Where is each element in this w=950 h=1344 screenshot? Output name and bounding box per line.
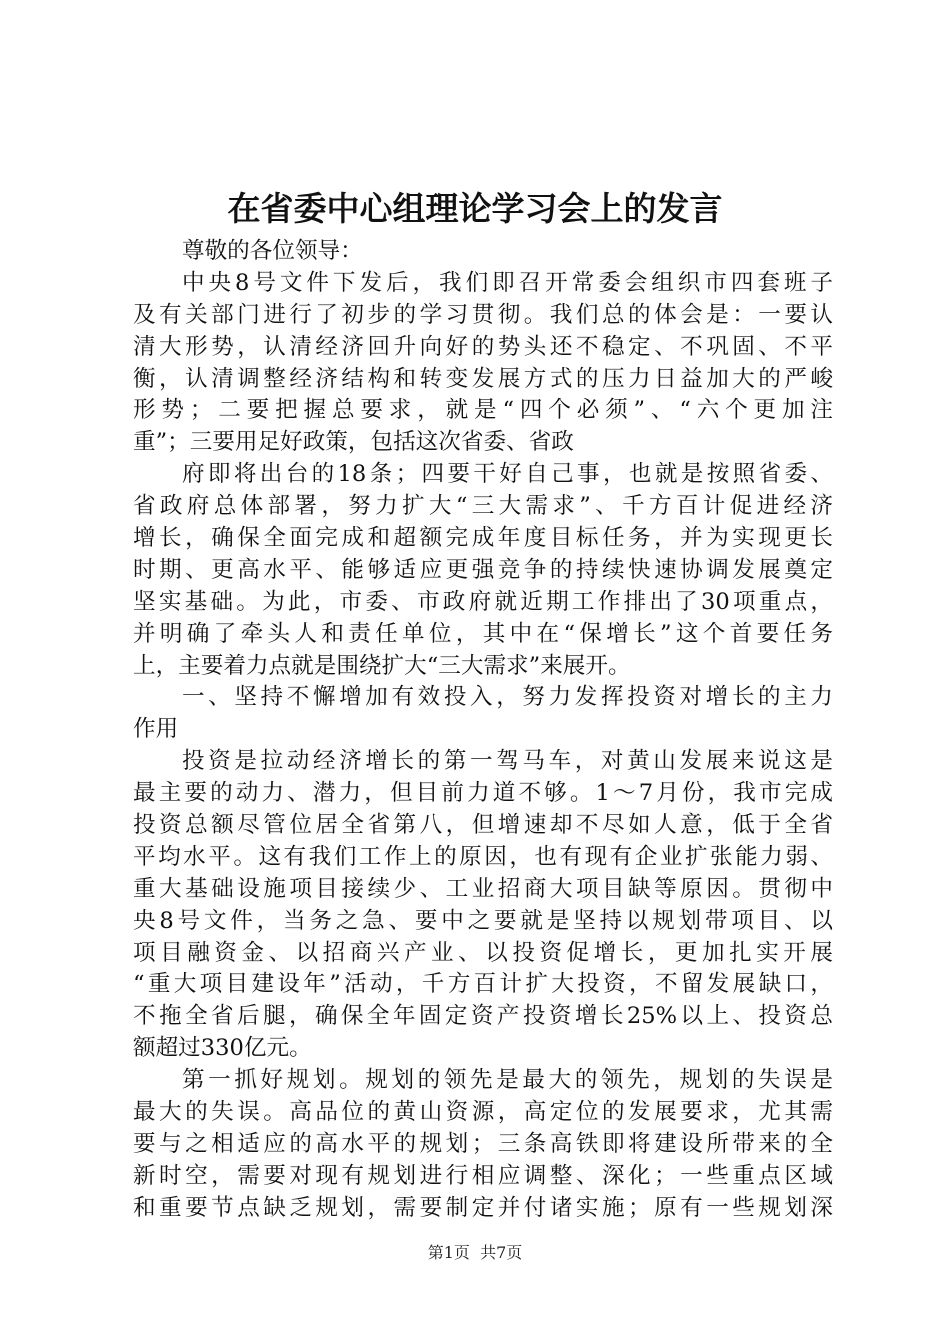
document-title: 在省委中心组理论学习会上的发言 (227, 189, 723, 228)
page-footer (0, 1243, 950, 1263)
text-line: 并明确了牵头人和责任单位，其中在“保增长”这个首要任务 (133, 620, 833, 647)
text-line: 项目融资金、以招商兴产业、以投资促增长，更加扎实开展 (133, 939, 833, 966)
text-line: 上，主要着力点就是围绕扩大“三大需求”来展开。 (133, 652, 631, 679)
text-line: 重大基础设施项目接续少、工业招商大项目缺等原因。贯彻中 (133, 875, 833, 902)
text-line: 中央8号文件下发后，我们即召开常委会组织市四套班子 (182, 269, 833, 296)
text-line: 一、坚持不懈增加有效投入，努力发挥投资对增长的主力 (182, 684, 833, 711)
text-line: 及有关部门进行了初步的学习贯彻。我们总的体会是：一要认 (133, 301, 833, 328)
text-line: 清大形势，认清经济回升向好的势头还不稳定、不巩固、不平 (133, 333, 833, 360)
text-line: 额超过330亿元。 (133, 1035, 312, 1062)
text-line: 要与之相适应的高水平的规划；三条高铁即将建设所带来的全 (133, 1130, 833, 1157)
page-number-label: 第1页 共7页 (427, 1243, 523, 1262)
text-line: 投资是拉动经济增长的第一驾马车，对黄山发展来说这是 (182, 748, 833, 775)
text-line: 作用 (133, 716, 179, 743)
text-line: 央8号文件，当务之急、要中之要就是坚持以规划带项目、以 (133, 907, 833, 934)
text-line: 府即将出台的18条；四要干好自己事，也就是按照省委、 (182, 461, 833, 488)
text-line: 第一抓好规划。规划的领先是最大的领先，规划的失误是 (182, 1067, 833, 1094)
text-line: 省政府总体部署，努力扩大“三大需求”、千方百计促进经济 (133, 493, 833, 520)
text-line: 最大的失误。高品位的黄山资源，高定位的发展要求，尤其需 (133, 1099, 833, 1126)
text-line: 和重要节点缺乏规划，需要制定并付诸实施；原有一些规划深 (133, 1194, 833, 1221)
document-body (133, 236, 833, 1225)
text-line: 投资总额尽管位居全省第八，但增速却不尽如人意，低于全省 (133, 812, 833, 839)
text-line: 时期、更高水平、能够适应更强竞争的持续快速协调发展奠定 (133, 556, 833, 583)
text-line: 增长，确保全面完成和超额完成年度目标任务，并为实现更长 (133, 525, 833, 552)
text-line: 平均水平。这有我们工作上的原因，也有现有企业扩张能力弱、 (133, 843, 833, 870)
text-line: 形势；二要把握总要求，就是“四个必须”、“六个更加注 (133, 397, 833, 424)
text-line: “重大项目建设年”活动，千方百计扩大投资，不留发展缺口， (133, 971, 833, 998)
text-line: 新时空，需要对现有规划进行相应调整、深化；一些重点区域 (133, 1162, 833, 1189)
text-line: 坚实基础。为此，市委、市政府就近期工作排出了30项重点， (133, 588, 833, 615)
text-line: 最主要的动力、潜力，但目前力道不够。1～7月份，我市完成 (133, 780, 833, 807)
text-line: 尊敬的各位领导： (182, 238, 363, 264)
text-line: 不拖全省后腿，确保全年固定资产投资增长25%以上、投资总 (133, 1003, 833, 1030)
text-line: 衡，认清调整经济结构和转变发展方式的压力日益加大的严峻 (133, 365, 833, 392)
text-line: 重”；三要用足好政策，包括这次省委、省政 (133, 429, 574, 456)
